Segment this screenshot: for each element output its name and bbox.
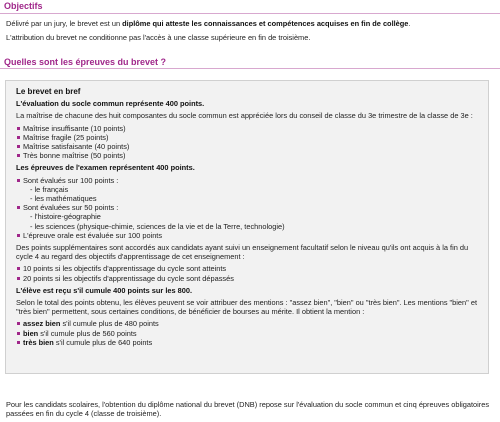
socle-list — [16, 124, 480, 161]
mention-condition: s'il cumule plus de 480 points — [60, 319, 159, 329]
box-title: Le brevet en bref — [16, 87, 81, 96]
exam-list — [16, 176, 480, 240]
exam-item-label: L'épreuve orale est évaluée sur 100 points — [23, 230, 163, 240]
mention-name: très bien — [23, 337, 54, 347]
list-item: 20 points si les objectifs d'apprentissage du cycle sont dépassés — [16, 274, 480, 283]
mention-name: assez bien — [23, 319, 61, 329]
objectifs-intro — [6, 19, 494, 42]
mention-condition: s'il cumule plus de 640 points — [53, 337, 153, 347]
list-item: Maîtrise satisfaisante (40 points) — [16, 142, 480, 151]
list-item — [16, 231, 480, 240]
brevet-en-bref-box — [5, 80, 489, 374]
mention-condition: s'il cumule plus de 560 points — [38, 328, 137, 338]
list-item: Maîtrise fragile (25 points) — [16, 133, 480, 142]
mentions-list — [16, 319, 480, 347]
list-item — [16, 319, 480, 328]
list-item: Très bonne maîtrise (50 points) — [16, 151, 480, 160]
mention-name: bien — [23, 328, 39, 338]
exam-item-label: Sont évalués sur 100 points : — [23, 175, 119, 185]
exam-subitem: - les sciences (physique-chimie, sciences de la vie et de la Terre, technologie) — [30, 221, 285, 231]
exam-item-label: Sont évaluées sur 50 points : — [23, 203, 119, 213]
footer-text: Pour les candidats scolaires, l'obtention du diplôme national du brevet (DNB) repose sur l'évaluation du socle commun et cinq épreuves obligatoires passées en fin du cycle 4 (classe de troisième). — [6, 400, 490, 419]
extra-points-list — [16, 264, 480, 282]
list-item: Maîtrise insuffisante (10 points) — [16, 124, 480, 133]
epreuves-heading: Quelles sont les épreuves du brevet ? — [0, 56, 500, 69]
extra-points-text: Des points supplémentaires sont accordés aux candidats ayant suivi un enseignement facultatif selon le niveau qu'ils ont acquis à la fin du cycle 4 au regard des objectifs d'apprentissage de cet enseignement : — [16, 243, 469, 262]
objectifs-p1-post: . — [408, 19, 411, 28]
objectifs-paragraph-2: L'attribution du brevet ne conditionne pas l'accès à une classe supérieure en fin de troisième. — [6, 33, 311, 43]
objectifs-p1-pre: Délivré par un jury, le brevet est un — [6, 19, 123, 28]
admission-text: Selon le total des points obtenu, les élèves peuvent se voir attribuer des mentions : "assez bien", "bien" ou "très bien". Les mentions "bien" et "très bien" permettent, sous certaines conditions, de bénéficier de bourses au mérite. Il obtient la mention : — [16, 298, 477, 317]
exam-subitem: - les mathématiques — [30, 194, 97, 204]
list-item — [16, 329, 480, 338]
admission-heading: L'élève est reçu s'il cumule 400 points sur les 800. — [16, 285, 193, 295]
socle-heading: L'évaluation du socle commun représente 400 points. — [16, 99, 205, 109]
objectifs-heading: Objectifs — [0, 0, 500, 14]
exam-heading: Les épreuves de l'examen représentent 400 points. — [16, 163, 195, 173]
list-item — [16, 203, 480, 231]
list-item — [16, 338, 480, 347]
exam-subitem: - l'histoire-géographie — [30, 212, 101, 222]
objectifs-p1-bold: diplôme qui atteste les connaissances et compétences acquises en fin de collège — [122, 19, 409, 28]
exam-subitem: - le français — [30, 184, 69, 194]
socle-text: La maîtrise de chacune des huit composantes du socle commun est appréciée lors du conseil de classe du 3e trimestre de la classe de 3e : — [16, 111, 473, 121]
footer-paragraph — [6, 400, 494, 418]
list-item: 10 points si les objectifs d'apprentissage du cycle sont atteints — [16, 264, 480, 273]
objectifs-paragraph-1 — [6, 19, 494, 28]
list-item — [16, 176, 480, 204]
